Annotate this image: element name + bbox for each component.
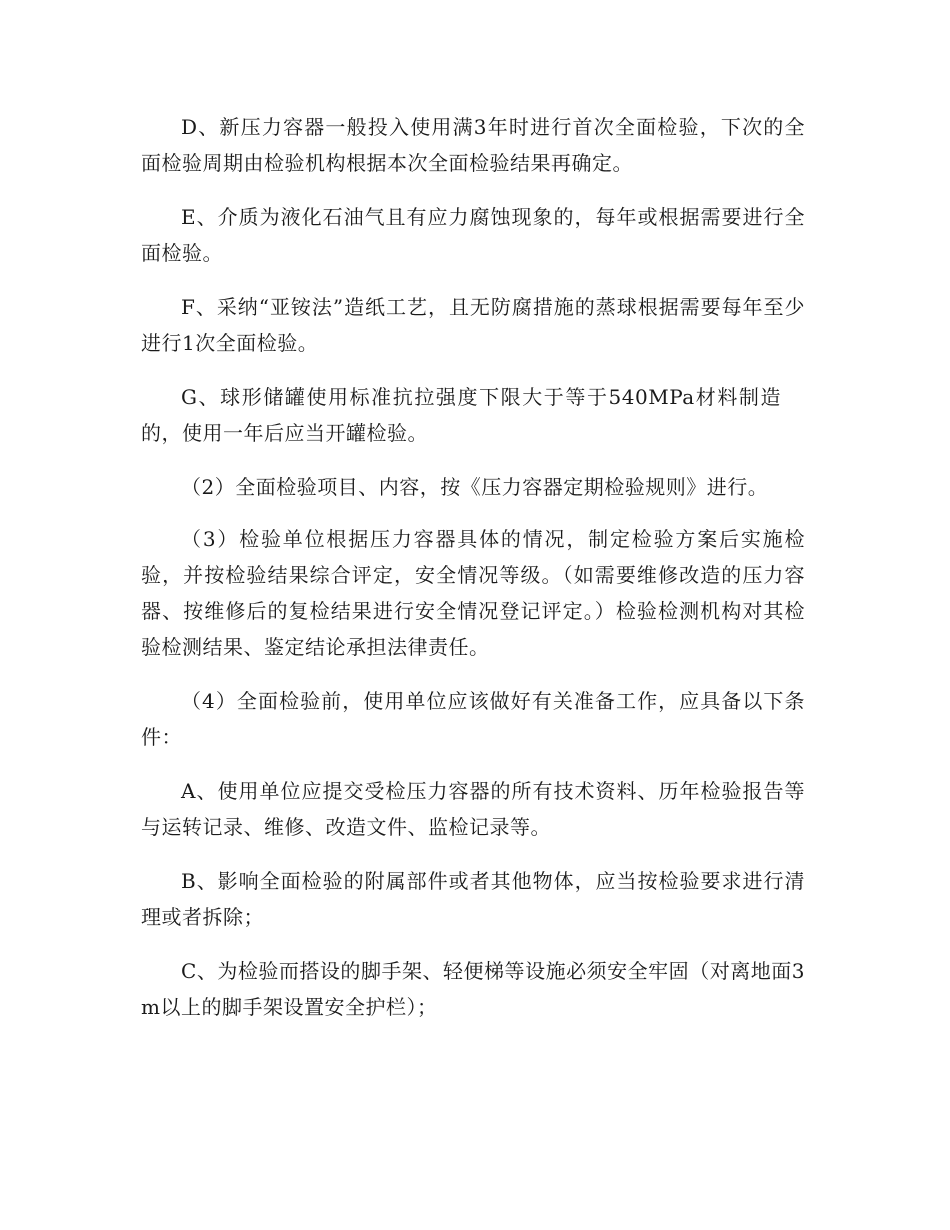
paragraph-2-inspection-items: （2）全面检验项目、内容，按《压力容器定期检验规则》进行。	[181, 475, 769, 499]
paragraph-b-accessory-removal: B、影响全面检验的附属部件或者其他物体，应当按检验要求进行清理或者拆除；	[141, 869, 805, 929]
paragraph-3-inspection-plan: （3）检验单位根据压力容器具体的情况，制定检验方案后实施检验，并按检验结果综合评定，安全情况等级。（如需要维修改造的压力容器、按维修后的复检结果进行安全情况登记评定。）检验检测机构对其检验检测结果、鉴定结论承担法律责任。	[141, 527, 805, 659]
paragraph-f-digester-inspection: F、采纳“亚铵法”造纸工艺，且无防腐措施的蒸球根据需要每年至少进行1次全面检验。	[141, 295, 805, 355]
paragraph-d-first-inspection: D、新压力容器一般投入使用满3年时进行首次全面检验，下次的全面检验周期由检验机构根据本次全面检验结果再确定。	[141, 115, 805, 175]
paragraph-g-spherical-tank: G、球形储罐使用标准抗拉强度下限大于等于540MPa材料制造的，使用一年后应当开罐检验。	[141, 385, 781, 445]
paragraph-4-preparation: （4）全面检验前，使用单位应该做好有关准备工作，应具备以下条件：	[141, 689, 805, 749]
paragraph-e-lpg-inspection: E、介质为液化石油气且有应力腐蚀现象的，每年或根据需要进行全面检验。	[141, 205, 805, 265]
paragraph-a-technical-documents: A、使用单位应提交受检压力容器的所有技术资料、历年检验报告等与运转记录、维修、改造文件、监检记录等。	[141, 779, 805, 839]
paragraph-c-scaffolding: C、为检验而搭设的脚手架、轻便梯等设施必须安全牢固（对离地面3m以上的脚手架设置安全护栏）；	[141, 959, 805, 1019]
